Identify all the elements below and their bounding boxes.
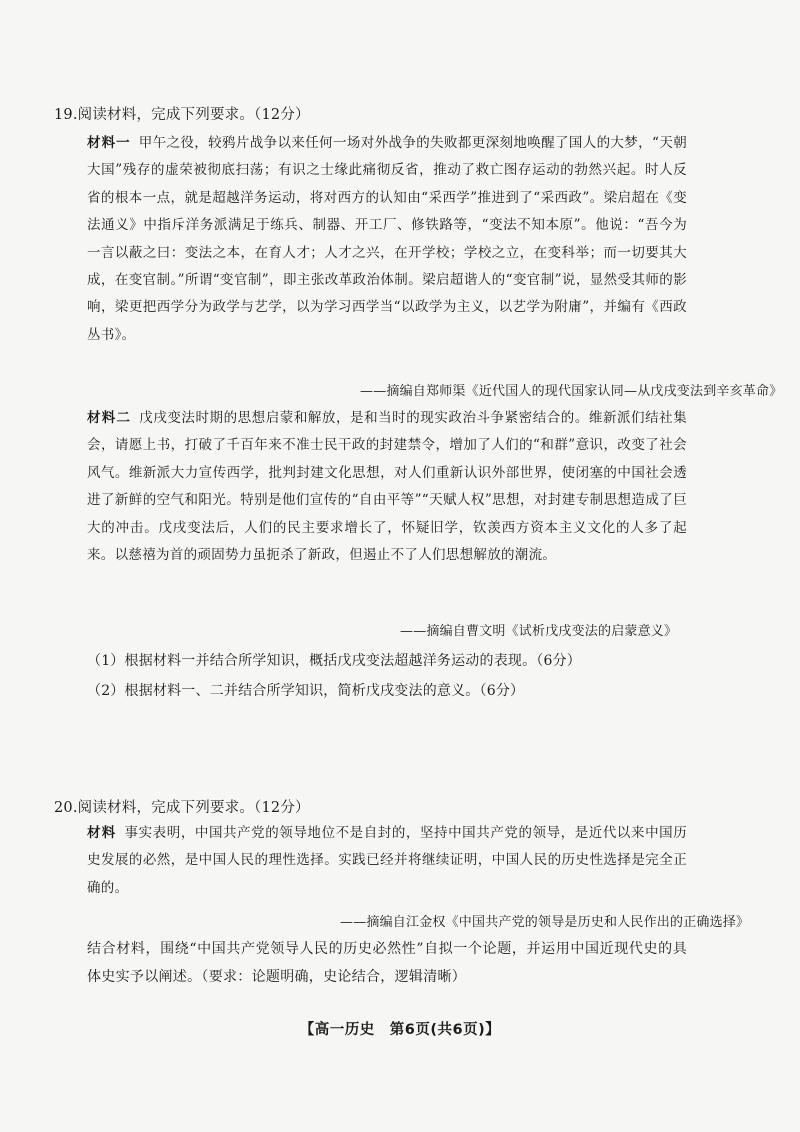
material-1-source: ——摘编自郑师渠《近代国人的现代国家认同—从戊戌变法到辛亥革命》 <box>360 384 783 399</box>
material-text: 事实表明，中国共产党的领导地位不是自封的，坚持中国共产党的领导，是近代以来中国历史发展的必然，是中国人民的理性选择。实践已经并将继续证明，中国人民的历史性选择是完全正确的。 <box>87 825 688 896</box>
material-2-source: ——摘编自曹文明《试析戊戌变法的启蒙意义》 <box>400 624 678 639</box>
material-2-label: 材料二 <box>87 410 132 426</box>
question-20-material <box>87 820 687 902</box>
material-source: ——摘编自江金权《中国共产党的领导是历史和人民作出的正确选择》 <box>340 915 750 930</box>
page-footer: 【高一历史 第6页(共6页)】 <box>299 1022 501 1038</box>
question-19-heading: 19.阅读材料，完成下列要求。（12分） <box>54 107 310 123</box>
question-19-task-1: （1）根据材料一并结合所学知识，概括戊戌变法超越洋务运动的表现。（6分） <box>87 653 582 669</box>
question-20-task: 结合材料，围绕“中国共产党领导人民的历史必然性”自拟一个论题，并运用中国近现代史的具体史实予以阐述。（要求：论题明确，史论结合，逻辑清晰） <box>87 941 687 985</box>
material-2-text: 戊戌变法时期的思想启蒙和解放，是和当时的现实政治斗争紧密结合的。维新派们结社集会，请愿上书，打破了千百年来不准士民干政的封建禁令，增加了人们的“和群”意识，改变了社会风气。维新派大力宣传西学，批判封建文化思想，对人们重新认识外部世界，使闭塞的中国社会透进了新鲜的空气和阳光。特别是他们宣传的“自由平等”“天赋人权”思想，对封建专制思想造成了巨大的冲击。戊戌变法后，人们的民主要求增长了，怀疑旧学，钦羡西方资本主义文化的人多了起来。以慈禧为首的顽固势力虽扼杀了新政，但遏止不了人们思想解放的潮流。 <box>87 410 688 564</box>
material-label: 材料 <box>87 825 117 841</box>
material-1-text: 甲午之役，较鸦片战争以来任何一场对外战争的失败都更深刻地唤醒了国人的大梦，“天朝大国”残存的虚荣被彻底扫荡；有识之士缘此痛彻反省，推动了救亡图存运动的勃然兴起。时人反省的根本一点，就是超越洋务运动，将对西方的认知由“采西学”推进到了“采西政”。梁启超在《变法通义》中指斥洋务派满足于练兵、制器、开工厂、修铁路等，“变法不知本原”。他说：“吾今为一言以蔽之曰：变法之本，在育人才；人才之兴，在开学校；学校之立，在变科举；而一切要其大成，在变官制。”所谓“变官制”，即主张改革政治体制。梁启超谐人的“变官制”说，显然受其师的影响，梁更把西学分为政学与艺学，以为学习西学当“以政学为主义，以艺学为附庸”，并编有《西政丛书》。 <box>87 135 688 343</box>
question-19-material-2 <box>87 405 687 569</box>
question-20-heading: 20.阅读材料，完成下列要求。（12分） <box>54 800 310 816</box>
question-19-material-1 <box>87 130 687 349</box>
material-1-label: 材料一 <box>87 135 131 151</box>
question-19-task-2: （2）根据材料一、二并结合所学知识，简析戊戌变法的意义。（6分） <box>87 683 525 699</box>
